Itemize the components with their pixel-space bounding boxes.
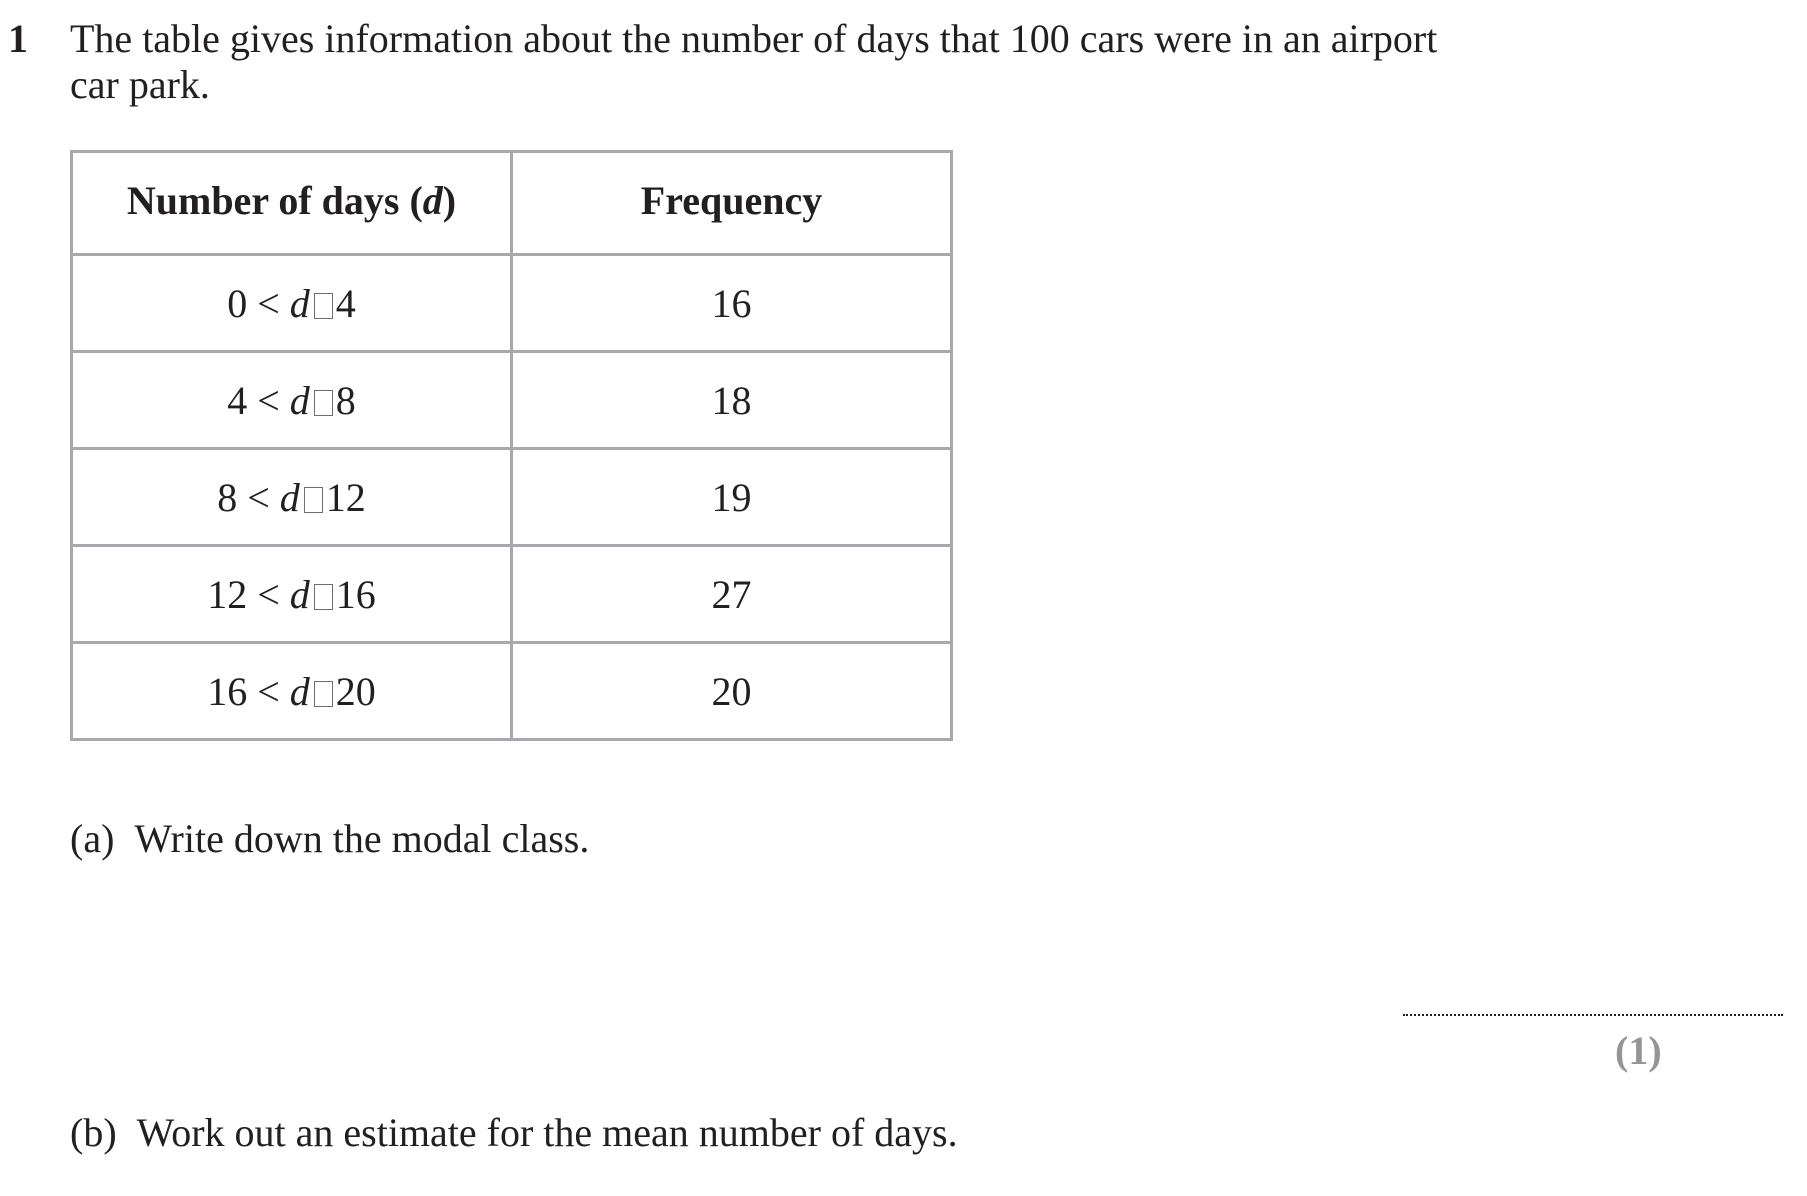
part-b-label: (b): [70, 1110, 117, 1155]
class-interval: [72, 352, 512, 449]
part-a-text: Write down the modal class.: [134, 816, 590, 861]
interval-var: d: [279, 474, 300, 520]
part-a-label: (a): [70, 816, 115, 861]
interval-lt: <: [257, 668, 280, 714]
header-frequency: Frequency: [512, 152, 952, 255]
frequency-cell: 18: [512, 352, 952, 449]
class-interval: [72, 255, 512, 352]
question-stem: [70, 16, 1690, 108]
missing-glyph-box: [314, 390, 333, 416]
missing-glyph-box: [314, 584, 333, 610]
interval-lower: 0: [227, 280, 248, 326]
part-b-prompt: [70, 1110, 958, 1156]
table-row: [72, 255, 952, 352]
frequency-cell: 27: [512, 546, 952, 643]
answer-line[interactable]: [1403, 1014, 1783, 1016]
frequency-table: [70, 150, 953, 741]
interval-var: d: [289, 668, 310, 714]
class-interval: [72, 643, 512, 740]
interval-lower: 8: [217, 474, 238, 520]
interval-upper: 12: [325, 474, 366, 520]
frequency-cell: 20: [512, 643, 952, 740]
class-interval: [72, 546, 512, 643]
table-header-row: [72, 152, 952, 255]
stem-line-1: The table gives information about the number of days that 100 cars were in an airport: [70, 16, 1438, 61]
interval-var: d: [289, 280, 310, 326]
interval-lower: 12: [207, 571, 248, 617]
frequency-cell: 19: [512, 449, 952, 546]
table-row: [72, 643, 952, 740]
interval-upper: 4: [335, 280, 356, 326]
interval-lt: <: [257, 280, 280, 326]
missing-glyph-box: [314, 293, 333, 319]
interval-lower: 16: [207, 668, 248, 714]
table-row: [72, 449, 952, 546]
part-b-text: Work out an estimate for the mean number of days.: [136, 1110, 958, 1155]
interval-upper: 20: [335, 668, 376, 714]
interval-var: d: [289, 377, 310, 423]
interval-lt: <: [257, 377, 280, 423]
interval-var: d: [289, 571, 310, 617]
header-number-of-days: [72, 152, 512, 255]
interval-lt: <: [257, 571, 280, 617]
frequency-cell: 16: [512, 255, 952, 352]
interval-upper: 8: [335, 377, 356, 423]
header-days-close: ): [442, 177, 457, 223]
missing-glyph-box: [314, 681, 333, 707]
interval-lower: 4: [227, 377, 248, 423]
header-days-var: d: [422, 177, 443, 223]
table-row: [72, 352, 952, 449]
table-row: [72, 546, 952, 643]
interval-lt: <: [247, 474, 270, 520]
class-interval: [72, 449, 512, 546]
header-days-text: Number of days (: [126, 177, 423, 223]
question-number: 1: [8, 16, 28, 61]
interval-upper: 16: [335, 571, 376, 617]
stem-line-2: car park.: [70, 62, 210, 107]
missing-glyph-box: [304, 487, 323, 513]
marks-indicator: (1): [1615, 1028, 1662, 1073]
part-a-prompt: [70, 816, 589, 862]
